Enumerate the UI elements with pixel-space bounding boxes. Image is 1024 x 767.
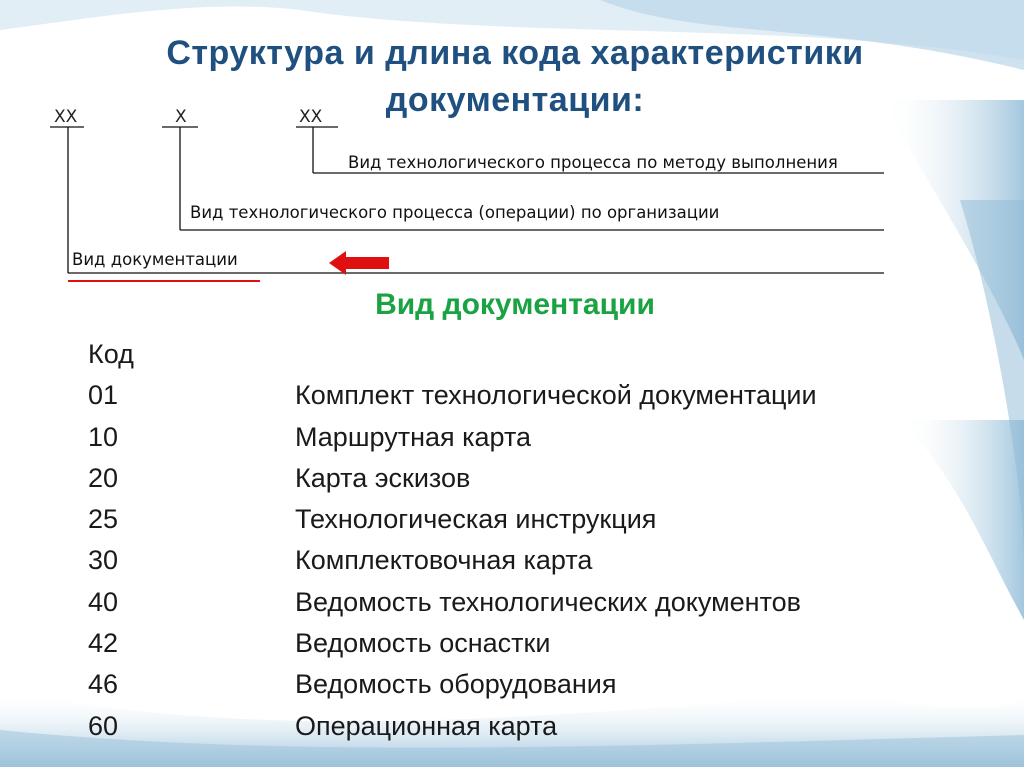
mask-xx-1: XX [54, 107, 78, 127]
code-structure-diagram [38, 100, 884, 288]
slide-title-line-2: документации: [385, 81, 645, 119]
row-name: Комплектовочная карта [295, 545, 593, 576]
slide-title-line-1: Структура и длина кода характеристики [166, 34, 864, 72]
row-code: 42 [88, 628, 119, 659]
row-name: Ведомость технологических документов [295, 586, 802, 617]
mask-x: X [175, 107, 187, 127]
row-code: 20 [88, 462, 119, 493]
label-documentation-type: Вид документации [72, 250, 238, 269]
row-code: 60 [88, 710, 119, 741]
row-name: Маршрутная карта [295, 421, 532, 452]
row-name: Технологическая инструкция [295, 504, 657, 535]
diagram-lines [38, 100, 884, 288]
slide-title [60, 30, 970, 124]
section-heading: Вид документации [375, 288, 655, 321]
row-name: Ведомость оборудования [295, 669, 617, 700]
header-code: Код [88, 339, 134, 369]
row-name: Комплект технологической документации [295, 380, 817, 411]
row-code: 46 [88, 669, 119, 700]
row-name: Операционная карта [295, 710, 558, 741]
label-process-by-organization: Вид технологического процесса (операции) по организации [190, 203, 720, 222]
row-code: 30 [88, 545, 119, 576]
left-arrow-icon [329, 251, 389, 275]
row-name: Ведомость оснастки [295, 628, 551, 659]
row-name: Карта эскизов [295, 462, 471, 493]
row-code: 10 [88, 421, 119, 452]
label-process-by-method: Вид технологического процесса по методу выполнения [348, 153, 838, 172]
row-code: 01 [88, 380, 119, 411]
mask-xx-2: XX [299, 107, 323, 127]
row-code: 40 [88, 586, 119, 617]
row-code: 25 [88, 504, 119, 535]
